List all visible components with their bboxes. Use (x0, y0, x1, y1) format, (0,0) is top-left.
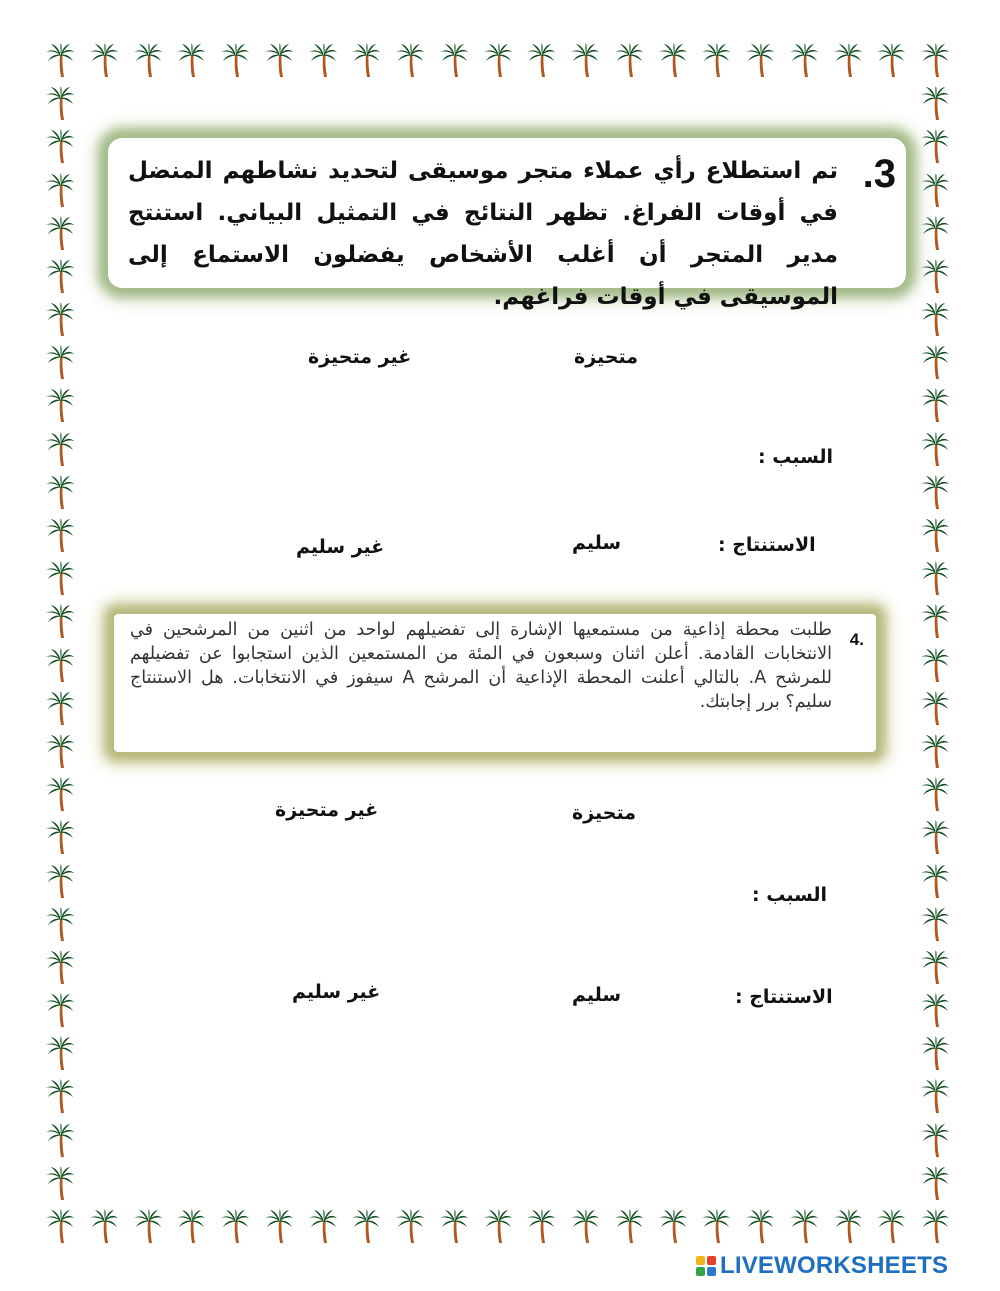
palm-tree-icon (920, 906, 950, 942)
q4-conclusion-label: الاستنتاج : (735, 986, 833, 1008)
palm-tree-icon (45, 85, 75, 121)
palm-tree-icon (308, 42, 338, 78)
palm-tree-icon (570, 1208, 600, 1244)
palm-tree-icon (45, 128, 75, 164)
palm-tree-icon (45, 690, 75, 726)
palm-tree-icon (351, 42, 381, 78)
palm-tree-icon (45, 776, 75, 812)
q3-biased-option[interactable]: متحيزة (574, 346, 639, 368)
palm-tree-icon (45, 344, 75, 380)
palm-tree-icon (570, 42, 600, 78)
palm-tree-icon (876, 1208, 906, 1244)
question-3-text: تم استطلاع رأي عملاء متجر موسيقى لتحديد نشاطهم المنضل في أوقات الفراغ. تظهر النتائج في التمثيل البياني. استنتج مدير المتجر أن أغلب الأشخاص يفضلون الاستماع إلى الموسيقى في أوقات فراغهم. (128, 158, 838, 310)
palm-tree-icon (45, 301, 75, 337)
palm-tree-icon (264, 42, 294, 78)
q4-invalid-option[interactable]: غير سليم (292, 981, 381, 1003)
palm-tree-icon (920, 1122, 950, 1158)
q3-unbiased-option[interactable]: غير متحيزة (308, 346, 412, 368)
palm-tree-icon (920, 733, 950, 769)
q3-reason-label: السبب : (758, 446, 834, 468)
palm-tree-icon (526, 1208, 556, 1244)
palm-tree-icon (220, 1208, 250, 1244)
q3-valid-option[interactable]: سليم (572, 532, 622, 554)
palm-tree-icon (701, 1208, 731, 1244)
question-3-box (108, 138, 906, 310)
palm-tree-icon (45, 215, 75, 251)
question-4-number: .4 (849, 630, 864, 649)
palm-tree-icon (614, 42, 644, 78)
question-3-number: 3. (862, 152, 896, 196)
palm-tree-icon (45, 819, 75, 855)
palm-tree-icon (45, 1122, 75, 1158)
palm-tree-icon (45, 387, 75, 423)
palm-tree-icon (133, 1208, 163, 1244)
palm-tree-icon (483, 42, 513, 78)
palm-tree-icon (920, 992, 950, 1028)
palm-tree-icon (45, 517, 75, 553)
q3-conclusion-label: الاستنتاج : (718, 534, 816, 556)
palm-tree-icon (45, 1035, 75, 1071)
palm-tree-icon (920, 128, 950, 164)
palm-tree-icon (920, 560, 950, 596)
palm-tree-icon (833, 1208, 863, 1244)
question-4-text: طلبت محطة إذاعية من مستمعيها الإشارة إلى تفضيلهم لواحد من اثنين من المرشحين في الانتخابات القادمة. أعلن اثنان وسبعون في المئة من المستمعين الذين استجابوا عن تفضيلهم للمرشح A. بالتالي أعلنت المحطة الإذاعية أن المرشح A سيفوز في الانتخابات. هل الاستنتاج سليم؟ برر إجابتك. (130, 620, 833, 712)
palm-tree-icon (439, 1208, 469, 1244)
palm-tree-icon (920, 387, 950, 423)
palm-tree-icon (658, 1208, 688, 1244)
palm-tree-icon (395, 1208, 425, 1244)
palm-tree-icon (45, 560, 75, 596)
palm-tree-icon (308, 1208, 338, 1244)
palm-tree-icon (45, 603, 75, 639)
question-4-box (114, 614, 876, 752)
palm-tree-icon (920, 85, 950, 121)
palm-tree-icon (789, 42, 819, 78)
palm-tree-icon (439, 42, 469, 78)
palm-tree-icon (920, 301, 950, 337)
palm-tree-icon (920, 1208, 950, 1244)
q4-unbiased-option[interactable]: غير متحيزة (275, 799, 379, 821)
palm-tree-icon (920, 517, 950, 553)
palm-tree-icon (920, 474, 950, 510)
palm-tree-icon (920, 42, 950, 78)
palm-tree-icon (45, 992, 75, 1028)
palm-tree-icon (220, 42, 250, 78)
palm-tree-icon (45, 172, 75, 208)
palm-tree-icon (526, 42, 556, 78)
palm-tree-icon (920, 776, 950, 812)
palm-tree-icon (658, 42, 688, 78)
palm-tree-icon (920, 603, 950, 639)
q4-biased-option[interactable]: متحيزة (572, 802, 637, 824)
palm-tree-icon (45, 1165, 75, 1201)
q4-valid-option[interactable]: سليم (572, 984, 622, 1006)
palm-tree-icon (45, 863, 75, 899)
palm-tree-icon (45, 42, 75, 78)
palm-tree-icon (45, 474, 75, 510)
palm-tree-icon (395, 42, 425, 78)
liveworksheets-logo[interactable] (696, 1252, 948, 1280)
palm-tree-icon (89, 42, 119, 78)
palm-tree-icon (45, 733, 75, 769)
palm-tree-icon (920, 647, 950, 683)
palm-tree-icon (45, 949, 75, 985)
palm-tree-icon (920, 949, 950, 985)
palm-tree-icon (176, 42, 206, 78)
palm-tree-icon (45, 258, 75, 294)
palm-tree-icon (133, 42, 163, 78)
palm-tree-icon (701, 42, 731, 78)
palm-tree-icon (789, 1208, 819, 1244)
logo-squares-icon (696, 1256, 716, 1276)
palm-tree-icon (45, 431, 75, 467)
palm-tree-icon (920, 1078, 950, 1114)
logo-text: LIVEWORKSHEETS (720, 1252, 949, 1279)
palm-tree-icon (45, 906, 75, 942)
palm-tree-icon (89, 1208, 119, 1244)
palm-tree-icon (920, 172, 950, 208)
palm-tree-icon (920, 1035, 950, 1071)
palm-tree-icon (920, 819, 950, 855)
palm-tree-icon (351, 1208, 381, 1244)
palm-tree-icon (833, 42, 863, 78)
palm-tree-icon (920, 258, 950, 294)
palm-tree-icon (176, 1208, 206, 1244)
q4-reason-label: السبب : (752, 884, 828, 906)
palm-tree-icon (264, 1208, 294, 1244)
palm-tree-icon (45, 1078, 75, 1114)
palm-tree-icon (920, 863, 950, 899)
palm-tree-icon (45, 647, 75, 683)
palm-tree-icon (45, 1208, 75, 1244)
palm-tree-icon (876, 42, 906, 78)
palm-tree-icon (745, 1208, 775, 1244)
palm-tree-icon (920, 344, 950, 380)
palm-tree-icon (483, 1208, 513, 1244)
palm-tree-icon (920, 1165, 950, 1201)
palm-tree-icon (614, 1208, 644, 1244)
palm-tree-icon (745, 42, 775, 78)
palm-tree-icon (920, 690, 950, 726)
palm-tree-icon (920, 431, 950, 467)
q3-invalid-option[interactable]: غير سليم (296, 536, 385, 558)
palm-tree-icon (920, 215, 950, 251)
